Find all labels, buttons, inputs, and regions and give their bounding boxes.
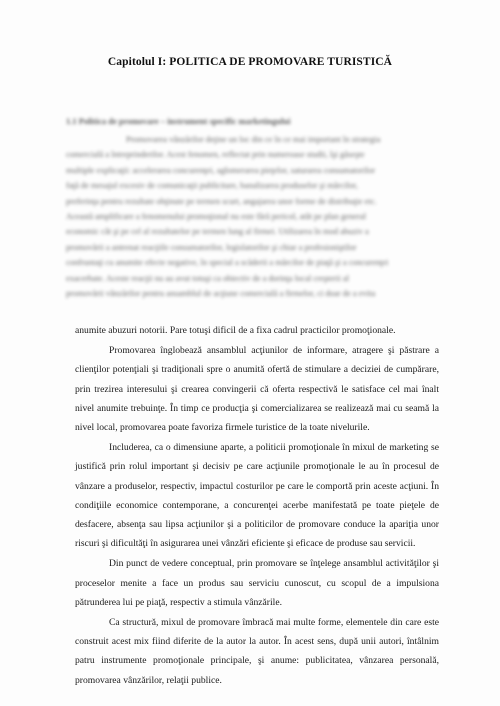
section-heading: 1.1 Politica de promovare – instrument specific marketingului	[66, 116, 291, 126]
blurred-line: faţă de mesajul excesiv de comunicaţii publicitare, banalizarea produselor şi mărcilor,	[66, 180, 358, 191]
paragraph: Includerea, ca o dimensiune aparte, a politicii promoţionale în mixul de marketing se justifică prin rolul important şi decisiv pe care acţiunile promoţionale le au în procesul de vânzare a produselor, respectiv, impactul costurilor pe care le comportă prin aceste acţiuni. În condiţiile economice contemporane, a concurenţei acerbe manifestată pe toate pieţele de desfacere, absenţa sau lipsa acţiunilor şi a politicilor de promovare conduce la apariţia unor riscuri şi dificultăţi în asigurarea unei vânzări eficiente şi eficace de produse sau servicii.	[75, 442, 439, 550]
chapter-title: Capitolul I: POLITICA DE PROMOVARE TURISTICĂ	[107, 56, 393, 68]
blurred-line: Promovarea vânzărilor deţine un loc din ce în ce mai important în strategia	[126, 134, 381, 144]
paragraph: Ca structură, mixul de promovare îmbracă mai multe forme, elementele din care este construit acest mix fiind diferite de la autor la autor. În acest sens, după unii autori, întâlnim patru instrumente promoţionale principale, şi anume: publicitatea, vânzarea personală, promovarea vânzărilor, relaţii publice.	[75, 617, 439, 686]
paragraph: Din punct de vedere conceptual, prin promovare se înţelege ansamblul activităţilor şi proceselor menite a face un produs sau serviciu cunoscut, cu scopul de a impulsiona pătrunderea lui pe piaţă, respectiv a stimula vânzările.	[75, 558, 439, 608]
blurred-line: economic cât şi pe cel al rezultatelor pe termen lung al firmei. Utilizarea în mod abuziv a	[66, 226, 369, 237]
blurred-line: exacerbate. Aceste reacţii nu au avut totuşi ca obiectiv de a dorinţa local creşterii al	[66, 272, 349, 283]
blurred-line: confruntaţi cu anumite efecte negative, în special a scăderii a mărcilor de piaţă şi a concurenţei	[66, 257, 389, 268]
blurred-line: comercială a întreprinderilor. Acest fenomen, reflectat prin numeroase studii, îşi găseşte	[66, 149, 365, 160]
blurred-line: Această amplificare a fenomenului promoţional nu este fără pericol, atât pe plan general	[66, 211, 366, 222]
paragraph: Promovarea înglobează ansamblul acţiunilor de informare, atragere şi păstrare a clienţilor potenţiali şi tradiţionali spre o anumită ofertă de stimulare a deciziei de cumpărare, prin trezirea interesului şi crearea convingerii că oferta respectivă le satisface cel mai înalt nivel anumite trebuinţe. În timp ce producţia şi comercializarea se realizează mai cu seamă la nivel local, promovarea poate favoriza firmele turistice de la toate nivelurile.	[75, 345, 439, 434]
blurred-line: promovării vânzărilor pentru ansamblul de acţiune comercială a firmelor, ci doar de a evita	[66, 288, 376, 299]
blurred-line: preferinţa pentru rezultate obţinute pe termen scurt, angajarea unor forme de distribuţie etc.	[66, 195, 377, 206]
blurred-line: multiple explicaţii: accelerarea concurenţei, aglomerarea pieţelor, saturarea consumatorilor	[66, 164, 376, 175]
body-text	[75, 321, 439, 690]
blurred-section	[66, 116, 440, 324]
paragraph: anumite abuzuri notorii. Pare totuşi dificil de a fixa cadrul practicilor promoţionale.	[75, 325, 396, 336]
blurred-line: promovării a antrenat reacţiile consumatorilor, legislatorilor şi chiar a profesioniştilor	[66, 241, 357, 252]
